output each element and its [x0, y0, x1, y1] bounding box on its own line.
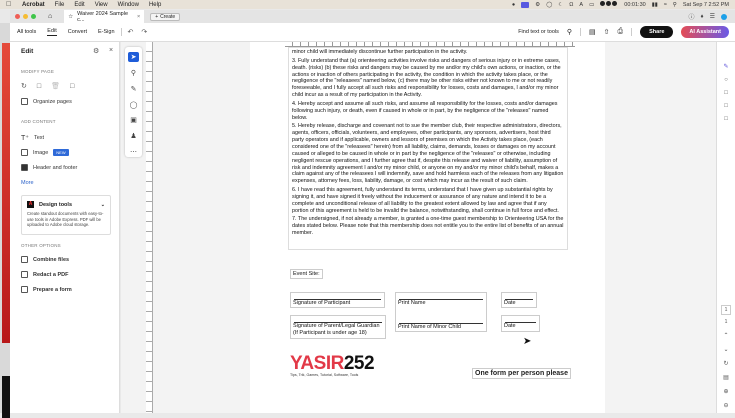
display-icon[interactable]: ▭ — [589, 1, 595, 8]
tab-title: Waiver 2024 Sample c... — [77, 10, 129, 23]
divider — [121, 28, 122, 36]
quick-tools — [125, 47, 142, 157]
star-icon[interactable]: ☆ — [68, 13, 74, 20]
background-window — [2, 43, 10, 343]
menu-window[interactable]: Window — [117, 1, 139, 8]
header-footer-label: Header and footer — [33, 164, 78, 171]
sig-guardian-label: Signature of Parent/Legal Guardian — [293, 323, 380, 329]
logo-black: 252 — [343, 353, 375, 374]
zoom-tool-icon[interactable]: ⚲ — [130, 69, 137, 77]
insert-page-icon[interactable]: □ — [70, 82, 75, 90]
tab-all-tools[interactable]: All tools — [17, 29, 37, 35]
waiver-text[interactable] — [288, 47, 568, 250]
attachment-icon[interactable]: □ — [724, 116, 728, 122]
design-tools-card[interactable] — [21, 195, 111, 235]
clock[interactable]: Sat Sep 7 2:52 PM — [682, 1, 729, 8]
macos-menubar — [0, 0, 735, 9]
date-field-1[interactable] — [501, 292, 537, 308]
date-label-1: Date — [504, 300, 516, 306]
design-tools-title: Design tools — [39, 201, 73, 208]
watermark-logo — [290, 354, 374, 377]
ai-assistant-button[interactable]: AI Assistant — [681, 26, 729, 38]
chevron-down-icon[interactable]: ⌄ — [100, 201, 105, 208]
apps-icon[interactable]: ☰ — [709, 14, 715, 20]
tab-esign[interactable]: E-Sign — [98, 29, 115, 35]
prepare-form-button[interactable] — [21, 286, 72, 293]
minimize-window-button[interactable] — [23, 14, 28, 19]
design-tools-description: Create standout documents with easy-to-use tools in Adobe Express. PDF will be uploaded to Adobe cloud storage. — [27, 211, 104, 227]
background-window-edge — [0, 23, 10, 413]
zoom-in-icon[interactable]: ⊕ — [723, 389, 729, 395]
panel-title: Edit — [21, 48, 34, 55]
stamp-icon[interactable]: ♟ — [130, 133, 137, 141]
select-cursor-icon[interactable]: ➤ — [128, 52, 139, 62]
organize-label: Organize pages — [33, 98, 72, 105]
help-icon[interactable]: ⓘ — [688, 15, 695, 21]
lasso-icon[interactable]: ◯ — [129, 101, 138, 109]
paragraph-3: 3. Fully understand that (a) orienteering activities involve risks and dangers of serious injury or in extreme cases, death. (risks) (b) these risks and dangers may be caused by me and/or my child's own actions, or inaction, or the actions or inaction of others participating in the activity, the condition in which the activity takes place, or the negligence of the "releasees" named below, (c) there may be other risks either not known to me or not readily foreseeable, and I fully accept all such risks and responsibility for losses, costs and damages, I and/or my minor child incur as a result of my participation in the Activity. — [292, 57, 561, 99]
signature-guardian-field[interactable] — [290, 315, 386, 339]
sig-participant-label: Signature of Participant — [293, 300, 351, 306]
header-footer-button[interactable] — [21, 164, 77, 171]
prepare-label: Prepare a form — [33, 286, 72, 293]
add-text-button[interactable] — [21, 134, 44, 142]
search-icon[interactable]: ⚲ — [566, 29, 572, 36]
window-controls — [15, 14, 36, 19]
event-site-label[interactable]: Event Site: — [290, 269, 323, 279]
status-icon[interactable]: ◯ — [546, 1, 553, 8]
close-window-button[interactable] — [15, 14, 20, 19]
mouse-cursor-icon: ➤ — [523, 336, 532, 347]
divider — [631, 28, 632, 36]
paragraph-6: 6. I have read this agreement, fully understand its terms, understand that I have given up substantial rights by signing it, and have signed it freely without the inducement or assurance of any nature and intend it to be a complete and unconditional release of all liability to the greatest extent allowed by law and agree that if any portion of this agreement is held to be invalid the balance, notwithstanding, shall continue in full force and effect. — [292, 187, 559, 214]
modify-page-heading: MODIFY PAGE — [21, 69, 55, 74]
bell-icon[interactable]: ♦ — [700, 13, 704, 20]
delete-icon[interactable]: 🗑 — [51, 83, 60, 90]
create-label: Create — [160, 13, 176, 20]
vertical-ruler — [146, 42, 153, 413]
header-footer-icon — [21, 164, 28, 171]
print-name-label: Print Name — [398, 300, 426, 306]
rotate-icon[interactable]: ↻ — [21, 83, 27, 90]
create-button[interactable] — [150, 13, 180, 21]
status-icon[interactable]: ⚙ — [535, 1, 541, 8]
one-form-note[interactable]: One form per person please — [472, 368, 571, 379]
date-field-2[interactable] — [501, 315, 540, 332]
paragraph: minor child will immediately discontinue further participation in the activity. — [292, 49, 468, 55]
status-icons — [512, 0, 729, 9]
edit-pdf-icon[interactable]: ✎ — [723, 64, 729, 70]
redo-icon[interactable]: ↷ — [141, 29, 148, 36]
main-toolbar — [10, 23, 735, 42]
zoom-out-icon[interactable]: ⊖ — [723, 403, 729, 409]
toolbar-right — [518, 26, 729, 38]
combine-files-button[interactable] — [21, 256, 69, 263]
organize-icon — [21, 98, 28, 105]
other-options-heading: OTHER OPTIONS — [21, 243, 61, 248]
menu-view[interactable]: View — [94, 1, 108, 8]
sig-guardian-note: (If Participant is under age 18) — [293, 330, 367, 336]
recording-controls[interactable] — [600, 1, 618, 8]
recording-timer: 00:01:30 — [624, 1, 646, 8]
combine-icon — [21, 256, 28, 263]
redact-pdf-button[interactable] — [21, 271, 68, 278]
combine-label: Combine files — [33, 256, 70, 263]
image-icon — [21, 149, 28, 156]
chevron-down-icon[interactable]: ⌄ — [723, 347, 729, 353]
menu-help[interactable]: Help — [148, 1, 162, 8]
tab-edit[interactable]: Edit — [47, 28, 57, 34]
avatar[interactable] — [721, 14, 727, 20]
refresh-icon[interactable]: ↻ — [723, 361, 729, 367]
new-badge: NEW — [53, 149, 68, 156]
tab-convert[interactable]: Convert — [67, 29, 88, 35]
plus-icon: + — [155, 13, 159, 20]
add-image-button[interactable] — [21, 149, 69, 156]
logo-tagline: Tips, Trik, Games, Tutorial, Software, Tools — [290, 373, 359, 377]
upload-icon[interactable]: ⇧ — [603, 29, 610, 36]
text-icon: T⁺ — [21, 135, 29, 142]
more-link[interactable]: More — [21, 180, 34, 186]
background-window — [2, 376, 10, 418]
screen-icon[interactable] — [521, 2, 529, 8]
page-number-input[interactable]: 1 — [721, 305, 731, 315]
comment-icon[interactable]: ○ — [724, 77, 728, 83]
menu-app[interactable]: Acrobat — [22, 1, 45, 8]
apple-menu-icon[interactable] — [6, 1, 12, 8]
status-icon[interactable]: ● — [511, 1, 516, 8]
close-panel-icon[interactable]: × — [109, 47, 114, 54]
redact-icon — [21, 271, 28, 278]
print-icon[interactable]: ⎙ — [617, 28, 624, 35]
share-button[interactable]: Share — [640, 26, 673, 38]
paragraph-4: 4. Hereby accept and assume all such risks, and assume all responsibility for the losses, costs and/or damages following such injury, or death, even if caused in whole or in part, by the negligence of the "releases" named below. — [292, 100, 558, 121]
text-box-icon[interactable]: ▣ — [130, 117, 137, 125]
pen-icon[interactable]: ✎ — [130, 85, 137, 93]
menu-file[interactable]: File — [54, 1, 65, 8]
logo-red: YASIR — [290, 353, 344, 374]
date-label-2: Date — [504, 323, 516, 329]
paragraph-5: 5. Hereby release, discharge and covenant not to sue the member club, their respective administrators, directors, agents, officers, officials, volunteers, and employees, other participants, any sponsors, advertisers, host third party operators and if applicable, owners and lessors of premises on which the Activity takes place, (each considered one of the "releasees" herein) from all liability, claims, demands, losses or damages on my account caused or alleged to be caused in whole or in part by the negligence of the "releases" or otherwise, including negligent rescue operations, and I further agree that if, despite this release and waiver of liability, assumption of risk and indemnity agreement I and/or my minor child, or anyone on my and/or my minor child's behalf, makes a claim against any of the releasees I will indemnify, save and hold harmless each of the releases from any litigation expenses, attorney fees, loss, liability, damage, or cost which may incur as the result of such claim. — [292, 123, 564, 185]
moon-icon[interactable]: ☾ — [558, 1, 564, 8]
redact-label: Redact a PDF — [33, 271, 69, 278]
modify-page-actions — [21, 82, 74, 90]
adobe-express-icon: A — [28, 201, 33, 207]
tabbar-actions — [689, 12, 727, 21]
battery-icon[interactable]: ▮▮ — [651, 1, 658, 8]
input-icon[interactable]: A — [579, 1, 584, 8]
chevron-up-icon[interactable]: ⌃ — [723, 333, 729, 339]
menu-edit[interactable]: Edit — [74, 1, 85, 8]
more-tools-icon[interactable]: ⋯ — [130, 149, 137, 157]
organize-pages-button[interactable] — [21, 98, 72, 105]
form-icon — [21, 286, 28, 293]
text-label: Text — [33, 135, 45, 141]
home-icon[interactable]: ⌂ — [48, 13, 53, 20]
bookmark-icon[interactable]: □ — [724, 90, 728, 96]
paragraph-7: 7. The undersigned, if not already a member, is granted a one-time guest membership to Orienteering USA for the dates stated below. Please note that this membership does not entitle you to the entire list of benefits of an annual member. — [292, 216, 564, 237]
gear-icon[interactable]: ⚙ — [93, 48, 100, 55]
pages-icon[interactable]: □ — [724, 103, 728, 109]
image-label: Image — [33, 149, 49, 156]
find-text-label[interactable]: Find text or tools — [518, 29, 559, 35]
zoom-window-button[interactable] — [31, 14, 36, 19]
signature-participant-field[interactable] — [290, 292, 385, 308]
edit-panel — [10, 42, 120, 413]
extract-page-icon[interactable]: □ — [36, 82, 42, 90]
wifi-icon[interactable]: ≈ — [663, 1, 667, 8]
add-content-heading: ADD CONTENT — [21, 119, 56, 124]
right-rail — [716, 42, 735, 413]
undo-icon[interactable]: ↶ — [127, 29, 134, 36]
top-nav — [17, 28, 115, 36]
close-tab-icon[interactable]: × — [137, 13, 141, 20]
search-icon[interactable]: ⚲ — [672, 1, 677, 8]
print-name-field[interactable] — [395, 292, 487, 332]
save-icon[interactable]: ▤ — [589, 29, 596, 36]
divider — [580, 28, 581, 36]
document-tab[interactable] — [64, 10, 144, 23]
page-layout-icon[interactable]: ▤ — [723, 375, 729, 381]
headphones-icon[interactable]: Ω — [569, 1, 574, 8]
page-total: 1 — [724, 319, 728, 325]
tab-bar — [10, 10, 735, 23]
print-minor-label: Print Name of Minor Child — [398, 324, 461, 330]
